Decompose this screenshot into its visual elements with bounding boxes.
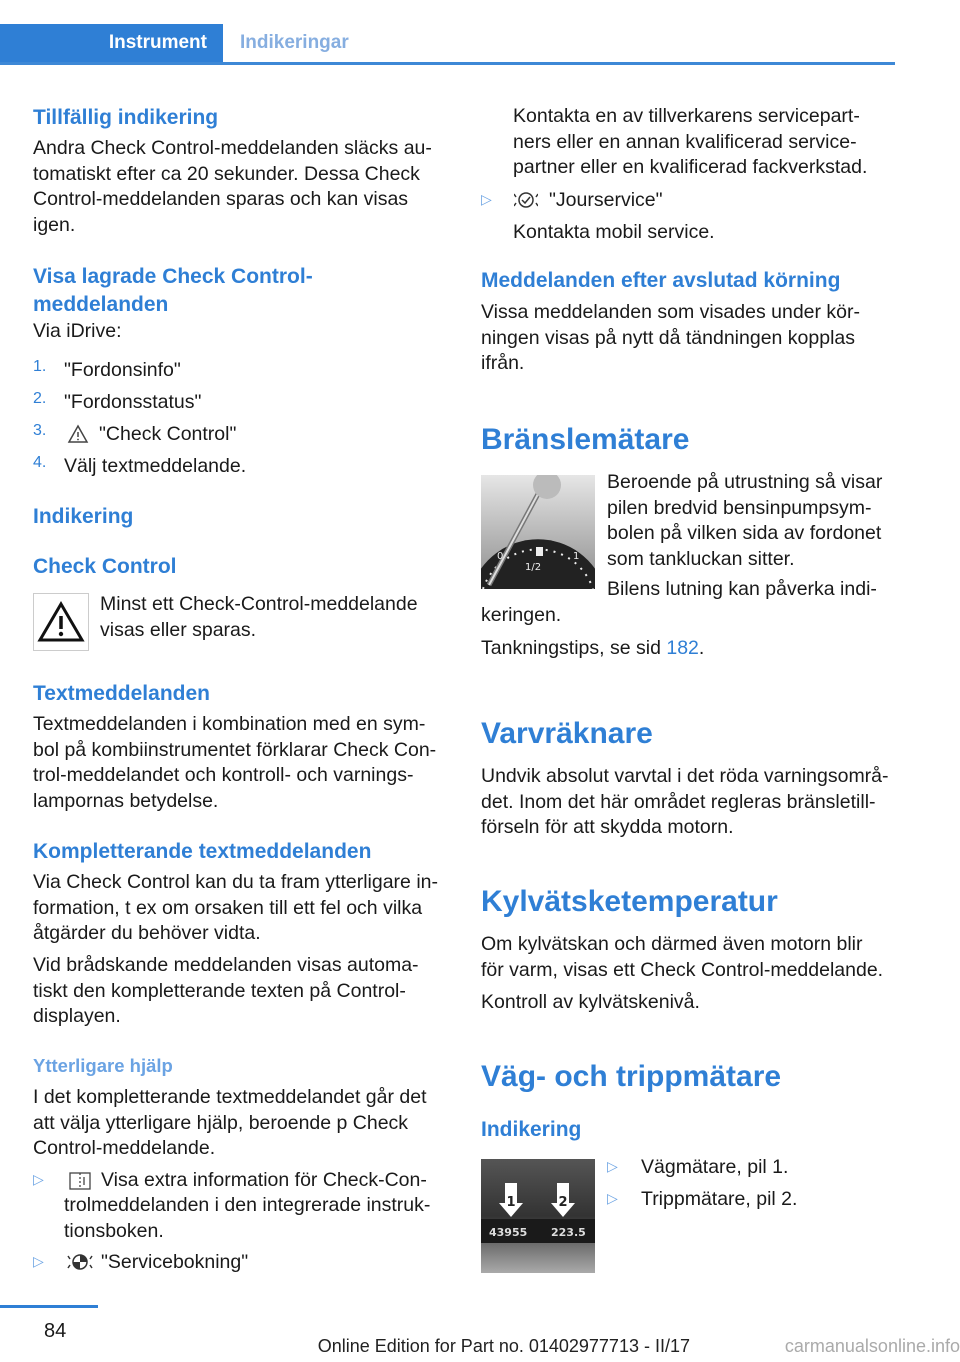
- bmw-service-icon: [67, 1251, 93, 1273]
- fuel-gauge-graphic: [481, 475, 595, 589]
- bullet-triangle-icon: ▷: [33, 1171, 44, 1187]
- bullet-triangle-icon: ▷: [33, 1253, 44, 1269]
- list-item: 2. "Fordonsstatus": [33, 390, 202, 413]
- heading-check-control: Check Control: [33, 555, 177, 578]
- svg-text:1/2: 1/2: [525, 562, 542, 573]
- odometer-list: [607, 1155, 897, 1219]
- heading-kylvatsketemperatur: Kylvätsketemperatur: [481, 885, 778, 918]
- roadside-assistance-icon: [514, 189, 538, 211]
- paragraph-branslematare: Beroende på utrustning så visar pilen bredvid bensinpumpsym- bolen på vilken sida av fordonet som tankluckan sitter.: [607, 471, 883, 570]
- book-icon: [68, 1171, 92, 1191]
- paragraph-kylvatsketemperatur: Om kylvätskan och därmed även motorn blir för varm, visas ett Check Control-meddelande.: [481, 933, 884, 981]
- list-item: 4. Välj textmeddelande.: [33, 454, 247, 477]
- via-idrive: Via iDrive:: [33, 320, 122, 342]
- fuel-gauge-image: [481, 475, 595, 589]
- bullet-triangle-icon: ▷: [607, 1158, 618, 1174]
- tab-instrument[interactable]: Instrument: [0, 24, 223, 62]
- paragraph-meddelanden-efter: Vissa meddelanden som visades under kör- ningen visas på nytt då tändningen kopplas ifrån.: [481, 301, 861, 374]
- svg-text:0: 0: [497, 551, 504, 562]
- odometer-image: [481, 1159, 595, 1273]
- paragraph-lutning: Bilens lutning kan påverka indi-: [607, 578, 877, 600]
- watermark-text: carmanualsonline.info: [784, 1336, 960, 1356]
- paragraph-textmeddelanden: Textmeddelanden i kombination med en sym- bol på kombiinstrumentet förklarar Check Con- trol-meddelandet och kontroll- och varnings- lampornas betydelse.: [33, 713, 437, 812]
- heading-branslematare: Bränslemätare: [481, 423, 690, 456]
- heading-visa-lagrade: Visa lagrade Check Control- meddelanden: [33, 265, 313, 316]
- svg-text:1: 1: [573, 551, 580, 562]
- paragraph-kontakta: Kontakta en av tillverkarens servicepart- ners eller en annan kvalificerad service- partner eller en kvalificerad fackverkstad.: [513, 105, 868, 178]
- svg-text:43955: 43955: [489, 1226, 528, 1239]
- paragraph-kylvatskeniva: Kontroll av kylvätskenivå.: [481, 991, 700, 1013]
- paragraph-lutning-cont: keringen.: [481, 604, 562, 626]
- heading-tillfallig: Tillfällig indikering: [33, 106, 219, 129]
- paragraph-check-control: Minst ett Check-Control-meddelande visas eller sparas.: [100, 593, 418, 641]
- list-item: ▷ Trippmätare, pil 2.: [607, 1188, 798, 1210]
- paragraph-varvraknare: Undvik absolut varvtal i det röda varningsområ- det. Inom det här området regleras bränsletill- förseln för att skydda motorn.: [481, 765, 889, 838]
- bullet-triangle-icon: ▷: [481, 191, 492, 207]
- warning-triangle-icon: [67, 424, 89, 444]
- list-item: 3. "Check Control": [33, 422, 237, 445]
- paragraph-kompletterande-1: Via Check Control kan du ta fram ytterligare in- formation, t ex om orsaken till ett fel och vilka åtgärder du behöver vidta.: [33, 871, 438, 944]
- svg-text:2: 2: [558, 1195, 568, 1210]
- check-control-symbol: [33, 593, 89, 651]
- list-item: 1. "Fordonsinfo": [33, 358, 181, 381]
- heading-meddelanden-efter: Meddelanden efter avslutad körning: [481, 269, 841, 292]
- warning-triangle-icon: [37, 601, 85, 643]
- idrive-list: [33, 358, 453, 486]
- paragraph-tankningstips: Tankningstips, se sid 182.: [481, 637, 705, 659]
- heading-indikering-right: Indikering: [481, 1118, 582, 1141]
- heading-textmeddelanden: Textmeddelanden: [33, 682, 210, 705]
- odometer-graphic: [481, 1159, 595, 1273]
- heading-ytterligare: Ytterligare hjälp: [33, 1055, 173, 1076]
- svg-text:223.5: 223.5: [551, 1226, 586, 1239]
- tab-indikeringar[interactable]: Indikeringar: [240, 32, 349, 53]
- heading-varvraknare: Varvräknare: [481, 717, 653, 750]
- page-link-182[interactable]: 182: [666, 637, 699, 659]
- page-number: 84: [44, 1320, 67, 1342]
- footer-rule: [0, 1305, 98, 1308]
- svg-text:1: 1: [506, 1195, 516, 1210]
- heading-vag-trippmatare: Väg- och trippmätare: [481, 1060, 782, 1093]
- paragraph-ytterligare: I det kompletterande textmeddelandet går det att välja ytterligare hjälp, beroende p Check Control-meddelande.: [33, 1086, 427, 1159]
- paragraph-tillfallig: Andra Check Control-meddelanden släcks au- tomatiskt efter ca 20 sekunder. Dessa Check Control-meddelanden sparas och kan visas igen.: [33, 137, 432, 236]
- edition-text: Online Edition for Part no. 01402977713 - II/17: [317, 1336, 690, 1356]
- heading-kompletterande: Kompletterande textmeddelanden: [33, 840, 372, 863]
- list-item: ▷ Vägmätare, pil 1.: [607, 1156, 789, 1178]
- header-tabs: [0, 24, 895, 65]
- paragraph-kompletterande-2: Vid brådskande meddelanden visas automa- tiskt den kompletterande texten på Control- displayen.: [33, 954, 419, 1027]
- bullet-triangle-icon: ▷: [607, 1190, 618, 1206]
- heading-indikering: Indikering: [33, 505, 134, 528]
